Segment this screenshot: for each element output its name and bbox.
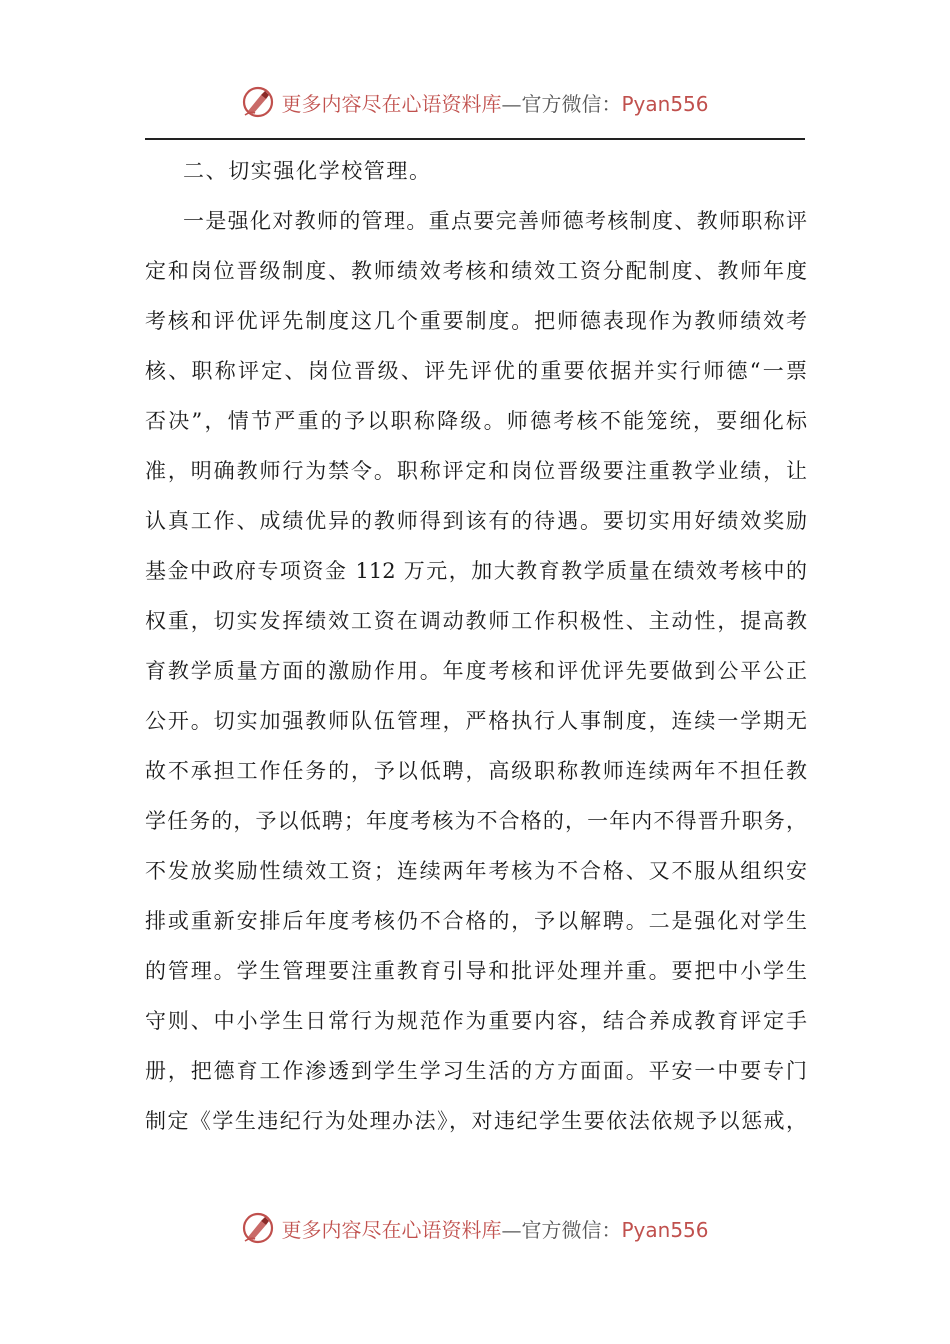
text-line: 权重，切实发挥绩效工资在调动教师工作积极性、主动性，提高教 xyxy=(145,609,807,633)
watermark-wechat-label: 官方微信： xyxy=(521,1217,622,1242)
watermark-main-text: 更多内容尽在心语资料库 xyxy=(281,91,502,116)
watermark-wechat-id: Pyan556 xyxy=(621,1217,709,1242)
text-line: 准，明确教师行为禁令。职称评定和岗位晋级要注重教学业绩，让 xyxy=(145,459,807,483)
text-line: 学任务的，予以低聘；年度考核为不合格的，一年内不得晋升职务， xyxy=(145,809,807,833)
body-paragraph xyxy=(145,196,807,1146)
text-line: 核、职称评定、岗位晋级、评先评优的重要依据并实行师德“一票 xyxy=(145,359,807,383)
text-line: 认真工作、成绩优异的教师得到该有的待遇。要切实用好绩效奖励 xyxy=(145,509,807,533)
text-line: 基金中政府专项资金 112 万元，加大教育教学质量在绩效考核中的 xyxy=(145,559,807,583)
header-watermark-banner xyxy=(0,80,950,124)
header-divider xyxy=(145,138,805,140)
header-watermark-text xyxy=(281,88,708,117)
pen-logo-icon xyxy=(241,85,275,119)
pen-logo-icon xyxy=(241,1211,275,1245)
text-line: 定和岗位晋级制度、教师绩效考核和绩效工资分配制度、教师年度 xyxy=(145,259,807,283)
watermark-wechat-id: Pyan556 xyxy=(621,91,709,116)
text-line: 否决”，情节严重的予以职称降级。师德考核不能笼统，要细化标 xyxy=(145,409,807,433)
section-heading: 二、切实强化学校管理。 xyxy=(183,159,432,183)
watermark-dash: — xyxy=(501,1217,522,1242)
watermark-wechat-label: 官方微信： xyxy=(521,91,622,116)
text-line: 故不承担工作任务的，予以低聘，高级职称教师连续两年不担任教 xyxy=(145,759,807,783)
header-watermark-content xyxy=(241,85,708,119)
text-line: 一是强化对教师的管理。重点要完善师德考核制度、教师职称评 xyxy=(183,209,807,233)
text-line: 考核和评优评先制度这几个重要制度。把师德表现作为教师绩效考 xyxy=(145,309,807,333)
watermark-dash: — xyxy=(501,91,522,116)
document-body xyxy=(145,146,807,1146)
text-line: 排或重新安排后年度考核仍不合格的，予以解聘。二是强化对学生 xyxy=(145,909,807,933)
text-line: 不发放奖励性绩效工资；连续两年考核为不合格、又不服从组织安 xyxy=(145,859,807,883)
footer-watermark-content xyxy=(241,1211,708,1245)
footer-watermark-text xyxy=(281,1214,708,1243)
text-line: 公开。切实加强教师队伍管理，严格执行人事制度，连续一学期无 xyxy=(145,709,807,733)
text-line: 育教学质量方面的激励作用。年度考核和评优评先要做到公平公正 xyxy=(145,659,807,683)
text-line: 册，把德育工作渗透到学生学习生活的方方面面。平安一中要专门 xyxy=(145,1059,807,1083)
text-line: 的管理。学生管理要注重教育引导和批评处理并重。要把中小学生 xyxy=(145,959,807,983)
watermark-main-text: 更多内容尽在心语资料库 xyxy=(281,1217,502,1242)
text-line: 守则、中小学生日常行为规范作为重要内容，结合养成教育评定手 xyxy=(145,1009,807,1033)
text-line: 制定《学生违纪行为处理办法》，对违纪学生要依法依规予以惩戒， xyxy=(145,1109,807,1133)
footer-watermark-banner xyxy=(0,1206,950,1250)
